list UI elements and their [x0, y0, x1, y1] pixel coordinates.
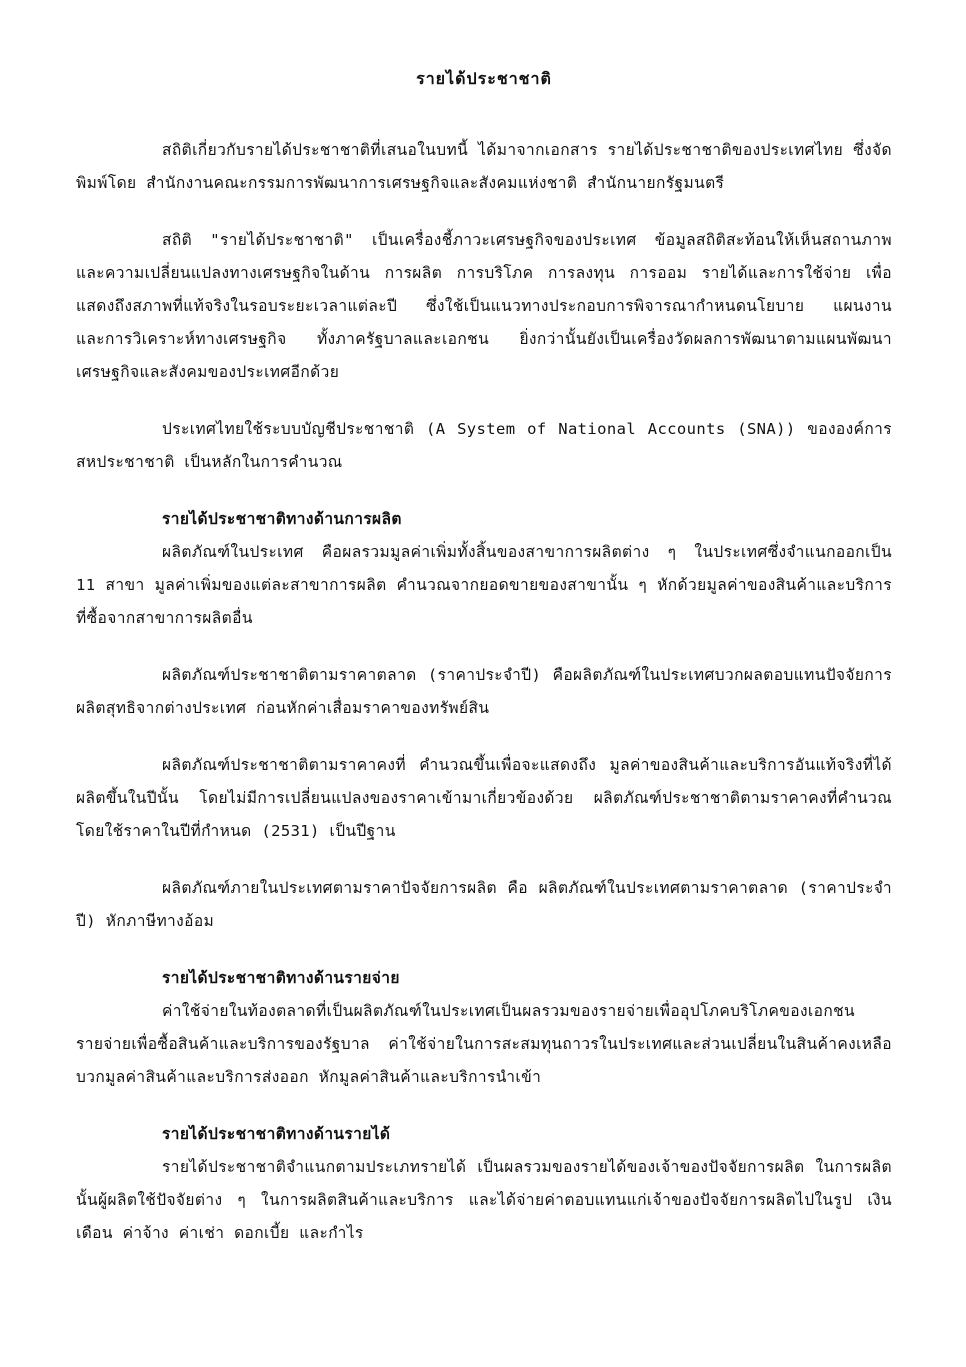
production-paragraph-3: ผลิตภัณฑ์ประชาชาติตามราคาคงที่ คำนวณขึ้นเพื่อจะแสดงถึง มูลค่าของสินค้าและบริการอันแท้จริงที่ได้ผลิตขึ้นในปีนั้น โดยไม่มีการเปลี่ยนแปลงของราคาเข้ามาเกี่ยวข้องด้วย ผลิตภัณฑ์ประชาชาติตามราคาคงที่คำนวณโดยใช้ราคาในปีที่กำหนด (2531) เป็นปีฐาน — [76, 756, 892, 840]
section-heading-income: รายได้ประชาชาติทางด้านรายได้ — [162, 1125, 391, 1143]
page-title: รายได้ประชาชาติ — [416, 69, 552, 88]
income-paragraph-1: รายได้ประชาชาติจำแนกตามประเภทรายได้ เป็นผลรวมของรายได้ของเจ้าของปัจจัยการผลิต ในการผลิตนั้นผู้ผลิตใช้ปัจจัยต่าง ๆ ในการผลิตสินค้าและบริการ และได้จ่ายค่าตอบแทนแก่เจ้าของปัจจัยการผลิตไปในรูป เงินเดือน ค่าจ้าง ค่าเช่า ดอกเบี้ย และกำไร — [76, 1158, 892, 1242]
intro-paragraph-3: ประเทศไทยใช้ระบบบัญชีประชาชาติ (A System of National Accounts (SNA)) ขององค์การสหประชาชาติ เป็นหลักในการคำนวณ — [76, 420, 892, 471]
section-heading-expenditure: รายได้ประชาชาติทางด้านรายจ่าย — [162, 969, 400, 987]
intro-paragraph-1: สถิติเกี่ยวกับรายได้ประชาชาติที่เสนอในบทนี้ ได้มาจากเอกสาร รายได้ประชาชาติของประเทศไทย ซึ่งจัดพิมพ์โดย สำนักงานคณะกรรมการพัฒนาการเศรษฐกิจและสังคมแห่งชาติ สำนักนายกรัฐมนตรี — [76, 141, 892, 192]
production-paragraph-4: ผลิตภัณฑ์ภายในประเทศตามราคาปัจจัยการผลิต คือ ผลิตภัณฑ์ในประเทศตามราคาตลาด (ราคาประจำปี) หักภาษีทางอ้อม — [76, 879, 892, 930]
production-paragraph-2: ผลิตภัณฑ์ประชาชาติตามราคาตลาด (ราคาประจำปี) คือผลิตภัณฑ์ในประเทศบวกผลตอบแทนปัจจัยการผลิตสุทธิจากต่างประเทศ ก่อนหักค่าเสื่อมราคาของทรัพย์สิน — [76, 666, 892, 717]
section-heading-production: รายได้ประชาชาติทางด้านการผลิต — [162, 510, 402, 528]
document-page — [76, 62, 892, 1274]
intro-paragraph-2: สถิติ "รายได้ประชาชาติ" เป็นเครื่องชี้ภาวะเศรษฐกิจของประเทศ ข้อมูลสถิติสะท้อนให้เห็นสถานภาพและความเปลี่ยนแปลงทางเศรษฐกิจในด้าน การผลิต การบริโภค การลงทุน การออม รายได้และการใช้จ่าย เพื่อแสดงถึงสภาพที่แท้จริงในรอบระยะเวลาแต่ละปี ซึ่งใช้เป็นแนวทางประกอบการพิจารณากำหนดนโยบาย แผนงาน และการวิเคราะห์ทางเศรษฐกิจ ทั้งภาครัฐบาลและเอกชน ยิ่งกว่านั้นยังเป็นเครื่องวัดผลการพัฒนาตามแผนพัฒนาเศรษฐกิจและสังคมของประเทศอีกด้วย — [76, 231, 892, 381]
production-paragraph-1: ผลิตภัณฑ์ในประเทศ คือผลรวมมูลค่าเพิ่มทั้งสิ้นของสาขาการผลิตต่าง ๆ ในประเทศซึ่งจำแนกออกเป็น 11 สาขา มูลค่าเพิ่มของแต่ละสาขาการผลิต คำนวณจากยอดขายของสาขานั้น ๆ หักด้วยมูลค่าของสินค้าและบริการที่ซื้อจากสาขาการผลิตอื่น — [76, 543, 892, 627]
expenditure-paragraph-1: ค่าใช้จ่ายในท้องตลาดที่เป็นผลิตภัณฑ์ในประเทศเป็นผลรวมของรายจ่ายเพื่ออุปโภคบริโภคของเอกชน รายจ่ายเพื่อซื้อสินค้าและบริการของรัฐบาล ค่าใช้จ่ายในการสะสมทุนถาวรในประเทศและส่วนเปลี่ยนในสินค้าคงเหลือ บวกมูลค่าสินค้าและบริการส่งออก หักมูลค่าสินค้าและบริการนำเข้า — [76, 1002, 892, 1086]
